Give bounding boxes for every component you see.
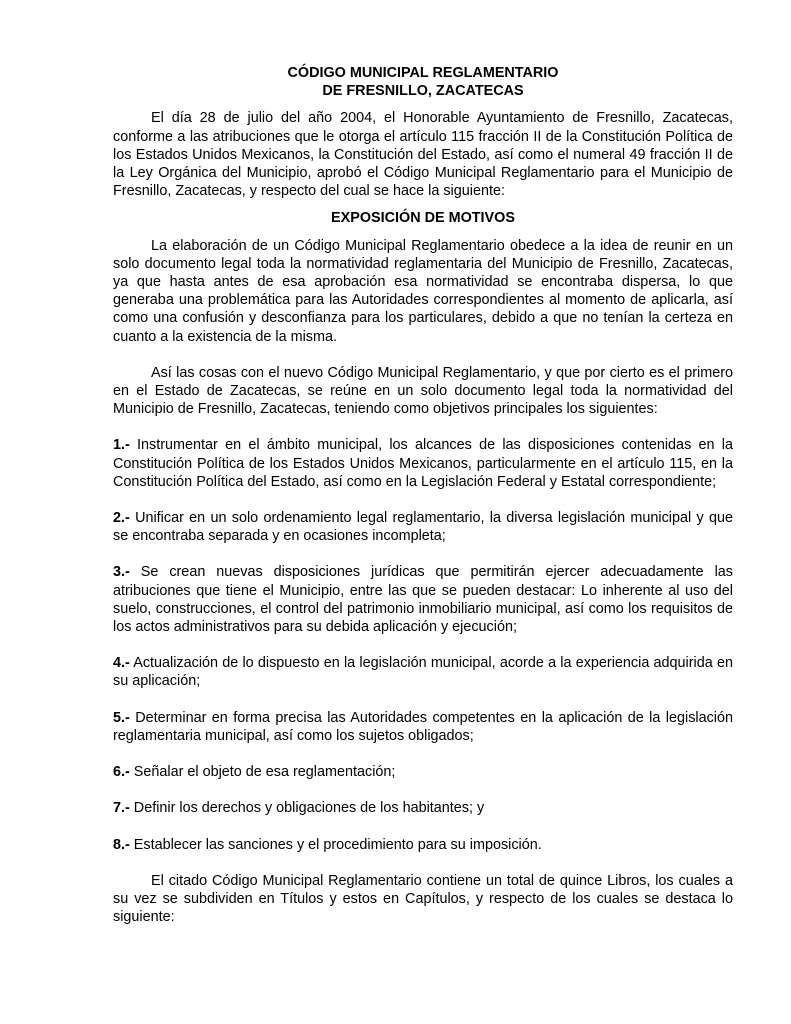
document-title-line1: CÓDIGO MUNICIPAL REGLAMENTARIO — [287, 65, 559, 81]
list-item-3 — [113, 563, 733, 636]
item-text: Instrumentar en el ámbito municipal, los alcances de las disposiciones contenidas en la Constitución Política de los Estados Unidos Mexicanos, particularmente en el artículo 115, en la Constitución Política del Estado, así como en la Legislación Federal y Estatal correspondiente; — [113, 437, 733, 490]
list-item-8 — [113, 836, 733, 854]
item-number: 4.- — [113, 655, 130, 672]
item-number: 6.- — [113, 764, 130, 781]
item-text: Definir los derechos y obligaciones de los habitantes; y — [129, 800, 485, 817]
paragraph-1: La elaboración de un Código Municipal Reglamentario obedece a la idea de reunir en un solo documento legal toda la normatividad reglamentaria del Municipio de Fresnillo, Zacatecas, ya que hasta antes de esa aprobación esa normatividad se encontraba dispersa, lo que generaba una problemática para las Autoridades correspondientes al momento de aplicarla, así como una confusión y desconfianza para los particulares, debido a que no tenían la certeza en cuanto a la existencia de la misma. — [113, 237, 733, 345]
item-number: 2.- — [113, 510, 130, 527]
item-number: 3.- — [113, 564, 130, 581]
list-item-5 — [113, 709, 733, 745]
item-number: 1.- — [113, 437, 130, 454]
paragraph-3: El citado Código Municipal Reglamentario contiene un total de quince Libros, los cuales a su vez se subdividen en Títulos y estos en Capítulos, y respecto de los cuales se destaca lo siguiente: — [113, 872, 733, 926]
item-text: Actualización de lo dispuesto en la legislación municipal, acorde a la experiencia adquirida en su aplicación; — [113, 655, 733, 690]
item-text: Se crean nuevas disposiciones jurídicas que permitirán ejercer adecuadamente las atribuciones que tiene el Municipio, entre las que se pueden destacar: Lo inherente al uso del suelo, construcciones, el control del patrimonio inmobiliario municipal, así como los requisitos de los actos administrativos para su debida aplicación y ejecución; — [113, 564, 733, 636]
document-page — [113, 64, 733, 926]
item-number: 5.- — [113, 709, 130, 726]
paragraph-2: Así las cosas con el nuevo Código Municipal Reglamentario, y que por cierto es el primero en el Estado de Zacatecas, se reúne en un solo documento legal toda la normatividad del Municipio de Fresnillo, Zacatecas, teniendo como objetivos principales los siguientes: — [113, 364, 733, 418]
list-item-4 — [113, 654, 733, 690]
intro-paragraph: El día 28 de julio del año 2004, el Honorable Ayuntamiento de Fresnillo, Zacatecas, conforme a las atribuciones que le otorga el artículo 115 fracción II de la Constitución Política de los Estados Unidos Mexicanos, la Constitución del Estado, así como el numeral 49 fracción II de la Ley Orgánica del Municipio, aprobó el Código Municipal Reglamentario para el Municipio de Fresnillo, Zacatecas, y respecto del cual se hace la siguiente: — [113, 110, 733, 200]
section-heading: EXPOSICIÓN DE MOTIVOS — [331, 210, 515, 227]
item-number: 8.- — [113, 836, 130, 853]
document-title-line2: DE FRESNILLO, ZACATECAS — [322, 83, 524, 100]
item-text: Establecer las sanciones y el procedimiento para su imposición. — [129, 836, 542, 853]
item-text: Unificar en un solo ordenamiento legal reglamentario, la diversa legislación municipal y que se encontraba separada y en ocasiones incompleta; — [113, 510, 733, 545]
item-text: Determinar en forma precisa las Autoridades competentes en la aplicación de la legislación reglamentaria municipal, así como los sujetos obligados; — [113, 709, 733, 744]
list-item-1 — [113, 436, 733, 491]
item-text: Señalar el objeto de esa reglamentación; — [129, 764, 396, 781]
list-item-6 — [113, 763, 733, 781]
list-item-7 — [113, 799, 733, 817]
item-number: 7.- — [113, 800, 130, 817]
list-item-2 — [113, 509, 733, 545]
